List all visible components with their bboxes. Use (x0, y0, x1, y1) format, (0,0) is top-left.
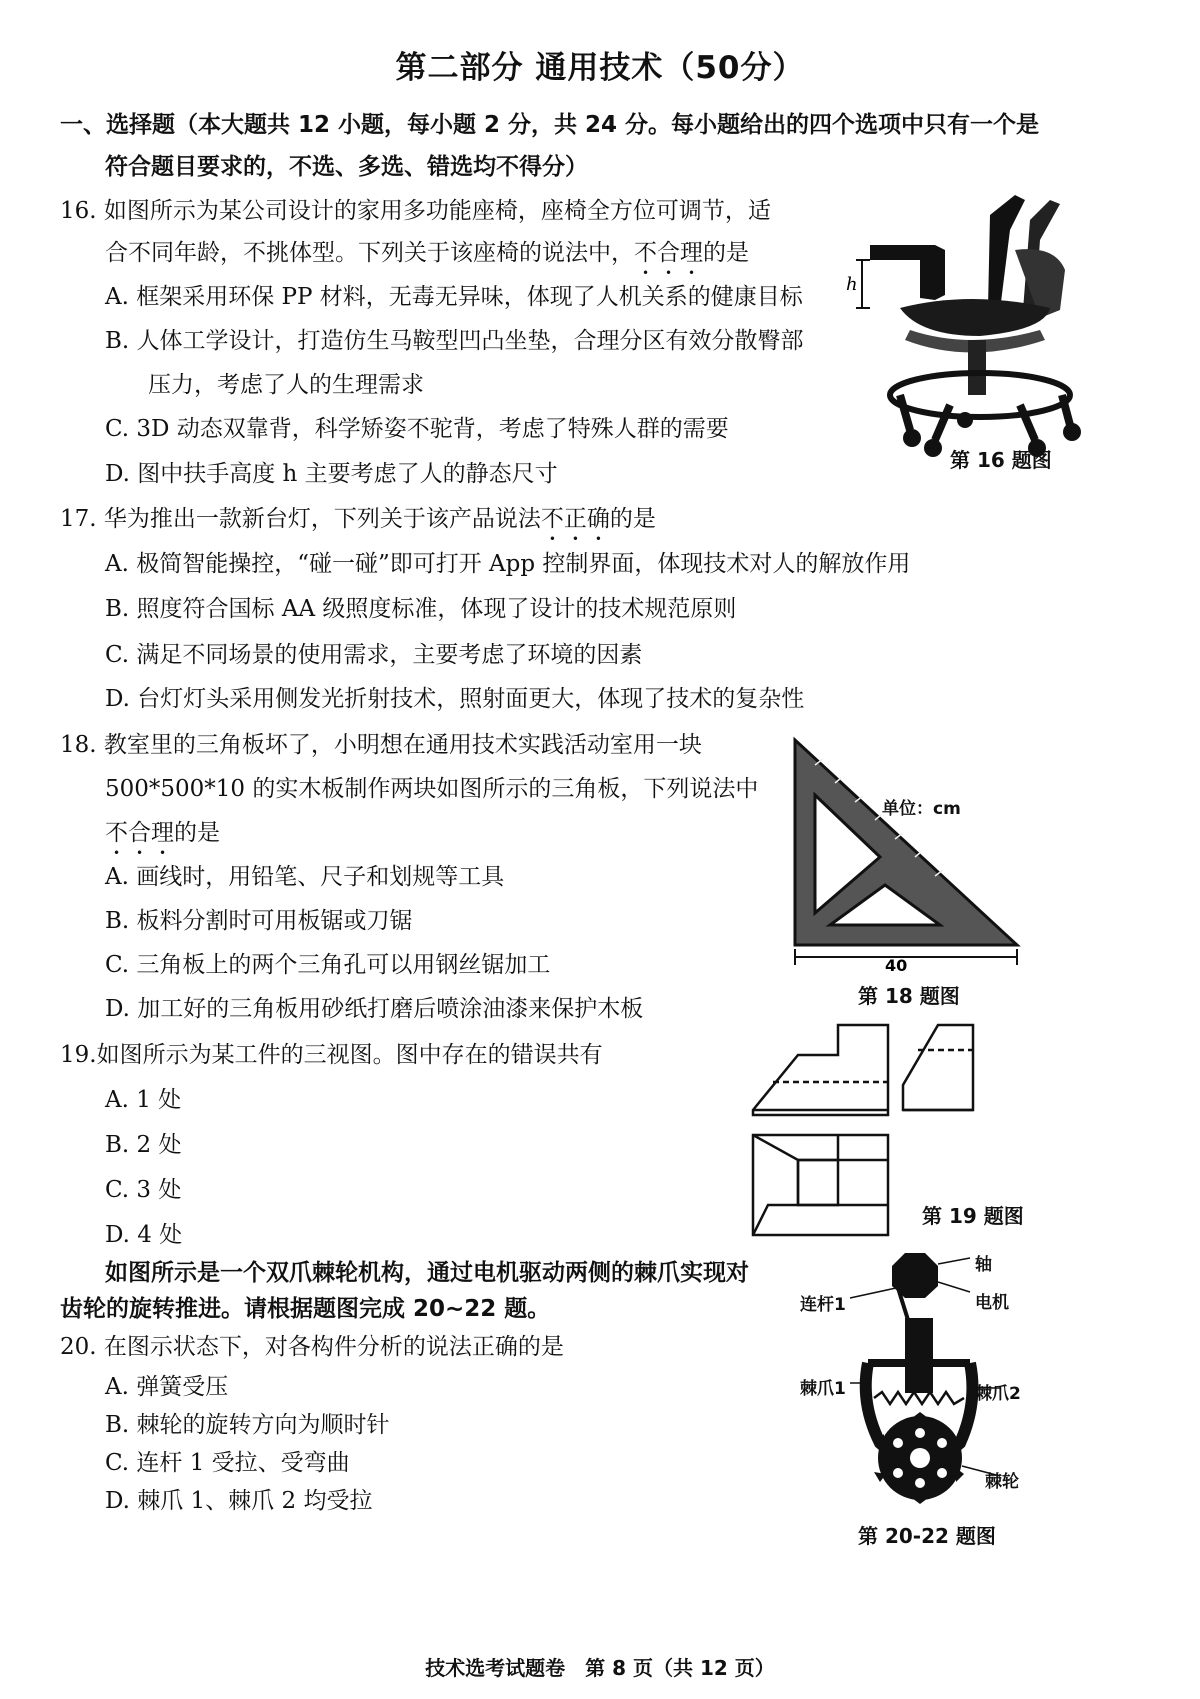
q16-h-label: h (846, 274, 858, 295)
q17-emphasis: 不正确 (540, 506, 610, 532)
mech-label-pawl2: 棘爪2 (975, 1384, 1021, 1404)
q18-caption: 第 18 题图 (858, 984, 960, 1008)
q16-option-b-line1: B. 人体工学设计，打造仿生马鞍型凹凸坐垫，合理分区有效分散臀部 (105, 328, 804, 354)
section-header-line2: 符合题目要求的，不选、多选、错选均不得分） (105, 154, 588, 180)
mech-label-motor: 电机 (975, 1293, 1009, 1313)
q18-option-a: A. 画线时，用铅笔、尺子和划规等工具 (105, 864, 505, 890)
q17-option-a: A. 极简智能操控，“碰一碰”即可打开 App 控制界面，体现技术对人的解放作用 (105, 551, 911, 577)
q16-option-b-line2: 压力，考虑了人的生理需求 (148, 372, 424, 398)
q19-option-d: D. 4 处 (105, 1222, 183, 1248)
page-title: 第二部分 通用技术（50分） (395, 50, 805, 86)
mech-label-pawl1: 棘爪1 (800, 1379, 846, 1399)
q16-stem-line1: 16. 如图所示为某公司设计的家用多功能座椅，座椅全方位可调节，适 (60, 198, 771, 224)
q20-22-caption: 第 20-22 题图 (858, 1524, 996, 1548)
q18-option-b: B. 板料分割时可用板锯或刀锯 (105, 908, 413, 934)
q20-stem: 20. 在图示状态下，对各构件分析的说法正确的是 (60, 1334, 564, 1360)
q16-option-a: A. 框架采用环保 PP 材料，无毒无异味，体现了人机关系的健康目标 (105, 284, 803, 310)
q17-stem: 17. 华为推出一款新台灯，下列关于该产品说法不正确的是 (60, 506, 656, 532)
mech-label-shaft: 轴 (975, 1255, 992, 1275)
q16-stem-line2: 合不同年龄，不挑体型。下列关于该座椅的说法中，不合理的是 (105, 240, 749, 266)
q19-caption: 第 19 题图 (922, 1204, 1024, 1228)
q17-option-d: D. 台灯灯头采用侧发光折射技术，照射面更大，体现了技术的复杂性 (105, 686, 805, 712)
q17-option-b: B. 照度符合国标 AA 级照度标准，体现了设计的技术规范原则 (105, 596, 737, 622)
q18-option-c: C. 三角板上的两个三角孔可以用钢丝锯加工 (105, 952, 551, 978)
q19-option-c: C. 3 处 (105, 1177, 182, 1203)
intro-20-22-line1: 如图所示是一个双爪棘轮机构，通过电机驱动两侧的棘爪实现对 (105, 1260, 749, 1286)
intro-20-22-line2: 齿轮的旋转推进。请根据题图完成 20~22 题。 (60, 1296, 551, 1322)
q16-emphasis: 不合理 (634, 240, 703, 266)
q16-option-d: D. 图中扶手高度 h 主要考虑了人的静态尺寸 (105, 461, 558, 487)
q18-dim-label: 40 (885, 956, 908, 975)
q16-option-c: C. 3D 动态双靠背，科学矫姿不驼背，考虑了特殊人群的需要 (105, 416, 729, 442)
q19-option-b: B. 2 处 (105, 1132, 182, 1158)
q18-stem-line3: 不合理的是 (105, 820, 220, 846)
q18-unit-label: 单位：cm (882, 799, 961, 819)
page-footer: 技术选考试题卷 第 8 页（共 12 页） (425, 1656, 775, 1680)
q18-option-d: D. 加工好的三角板用砂纸打磨后喷涂油漆来保护木板 (105, 996, 644, 1022)
q17-option-c: C. 满足不同场景的使用需求，主要考虑了环境的因素 (105, 642, 643, 668)
mech-label-link1: 连杆1 (800, 1295, 846, 1315)
q19-option-a: A. 1 处 (105, 1087, 182, 1113)
q16-caption: 第 16 题图 (950, 448, 1052, 472)
q18-emphasis: 不合理 (105, 820, 174, 846)
q20-option-c: C. 连杆 1 受拉、受弯曲 (105, 1450, 350, 1476)
section-header-line1: 一、选择题（本大题共 12 小题，每小题 2 分，共 24 分。每小题给出的四个选项中只有一个是 (60, 112, 1040, 138)
q20-option-d: D. 棘爪 1、棘爪 2 均受拉 (105, 1488, 373, 1514)
q18-stem-line2: 500*500*10 的实木板制作两块如图所示的三角板，下列说法中 (105, 776, 759, 802)
q20-option-b: B. 棘轮的旋转方向为顺时针 (105, 1412, 390, 1438)
q18-stem-line1: 18. 教室里的三角板坏了，小明想在通用技术实践活动室用一块 (60, 732, 702, 758)
mech-label-ratchet: 棘轮 (985, 1472, 1019, 1492)
q20-option-a: A. 弹簧受压 (105, 1374, 229, 1400)
q16-chair-figure (840, 190, 1170, 460)
q19-stem: 19.如图所示为某工件的三视图。图中存在的错误共有 (60, 1042, 603, 1068)
q18-set-square-figure (785, 735, 1025, 975)
